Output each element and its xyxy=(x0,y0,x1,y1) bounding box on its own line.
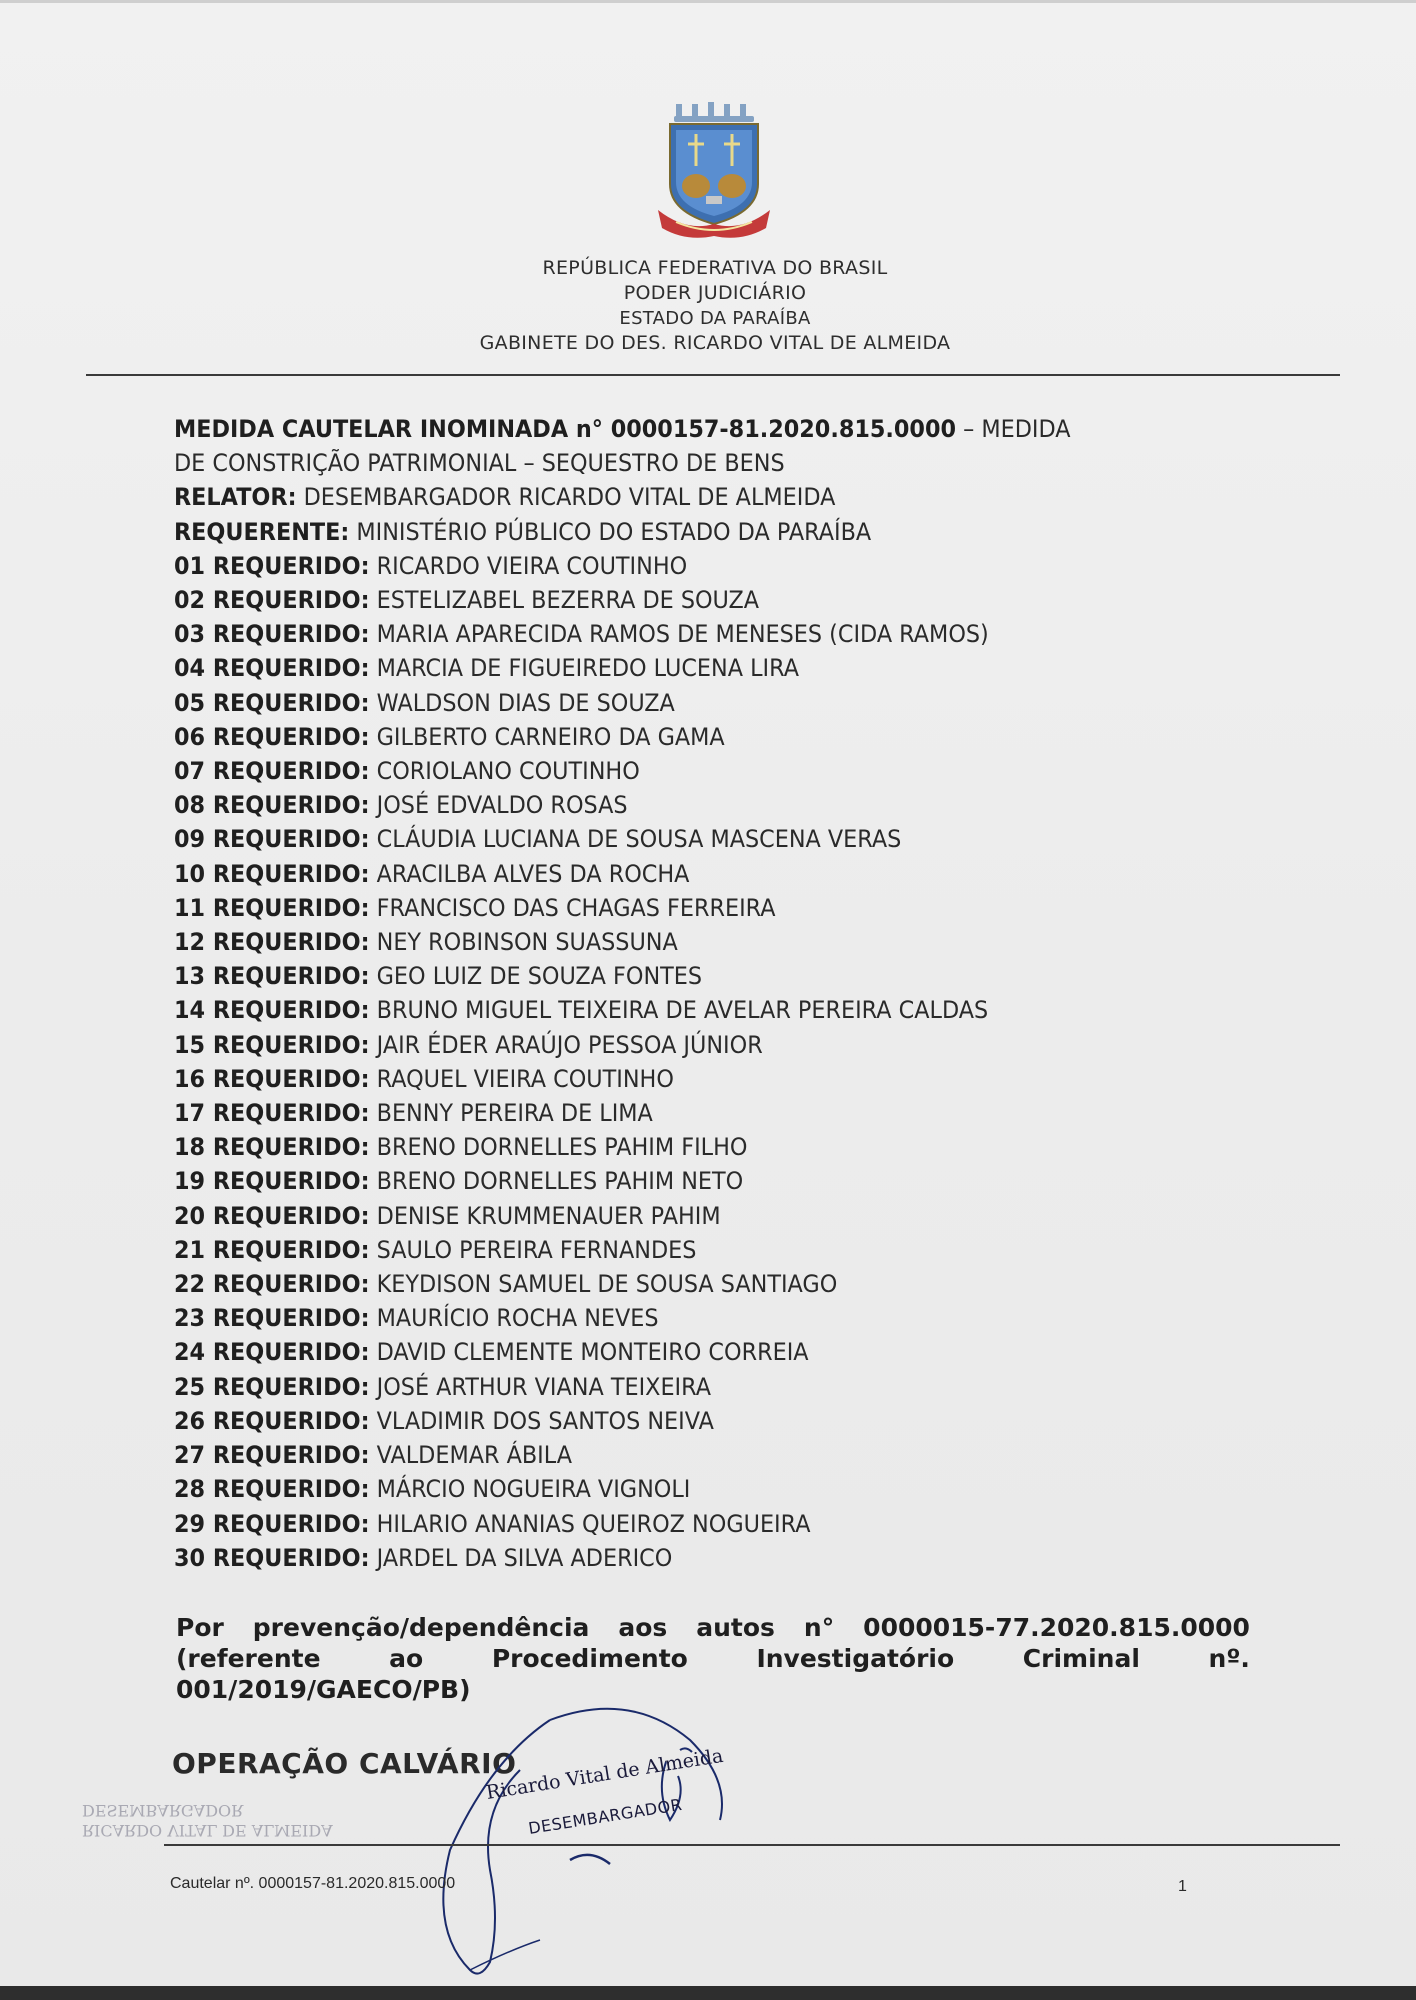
requerido-label: 24 REQUERIDO: xyxy=(174,1338,370,1367)
requerido-line xyxy=(174,1335,1180,1369)
stamp-ghost-title: DESEMBARGADOR xyxy=(82,1801,244,1820)
requerido-label: 17 REQUERIDO: xyxy=(174,1099,370,1128)
requerido-name: NEY ROBINSON SUASSUNA xyxy=(369,928,678,957)
requerente-value: MINISTÉRIO PÚBLICO DO ESTADO DA PARAÍBA xyxy=(349,517,872,546)
requerido-line xyxy=(174,1438,1180,1472)
signature-title: DESEMBARGADOR xyxy=(527,1794,684,1838)
prevencao-word: ao xyxy=(389,1644,424,1673)
requerido-label: 03 REQUERIDO: xyxy=(174,620,370,649)
requerido-name: GILBERTO CARNEIRO DA GAMA xyxy=(369,722,725,751)
prevencao-line-2 xyxy=(176,1643,1250,1674)
requerido-name: KEYDISON SAMUEL DE SOUSA SANTIAGO xyxy=(369,1270,838,1299)
requerido-label: 16 REQUERIDO: xyxy=(174,1064,370,1093)
prevencao-word: prevenção/dependência xyxy=(252,1613,590,1642)
scan-edge-bottom xyxy=(0,1986,1416,2000)
requerido-label: 22 REQUERIDO: xyxy=(174,1270,370,1299)
requerido-line xyxy=(174,1507,1180,1541)
footer-divider xyxy=(164,1844,1340,1846)
requerido-label: 06 REQUERIDO: xyxy=(174,722,370,751)
requerido-name: ESTELIZABEL BEZERRA DE SOUZA xyxy=(369,586,760,615)
scan-edge-top xyxy=(0,0,1416,3)
requerido-name: RICARDO VIEIRA COUTINHO xyxy=(369,551,688,580)
requerido-label: 18 REQUERIDO: xyxy=(174,1133,370,1162)
requerido-name: JAIR ÉDER ARAÚJO PESSOA JÚNIOR xyxy=(369,1030,763,1059)
requerido-label: 02 REQUERIDO: xyxy=(174,586,370,615)
header-divider xyxy=(86,374,1340,376)
requerido-label: 08 REQUERIDO: xyxy=(174,791,370,820)
requerido-label: 11 REQUERIDO: xyxy=(174,893,370,922)
prevencao-word: aos xyxy=(618,1613,668,1642)
prevencao-line-3-text: 001/2019/GAECO/PB) xyxy=(176,1675,471,1704)
requerido-line xyxy=(174,1130,1180,1164)
requerido-label: 20 REQUERIDO: xyxy=(174,1201,370,1230)
case-caption xyxy=(174,412,1256,1575)
requerido-line xyxy=(174,857,1180,891)
prevencao-word: Procedimento xyxy=(491,1644,688,1673)
handwritten-signature xyxy=(430,1700,810,1980)
relator-label: RELATOR: xyxy=(174,483,297,512)
requerido-name: MÁRCIO NOGUEIRA VIGNOLI xyxy=(369,1475,691,1504)
requerido-line xyxy=(174,754,1180,788)
prevencao-word: Investigatório xyxy=(756,1644,955,1673)
requerido-label: 19 REQUERIDO: xyxy=(174,1167,370,1196)
requerido-label: 05 REQUERIDO: xyxy=(174,688,370,717)
requerido-name: CORIOLANO COUTINHO xyxy=(369,757,640,786)
requerido-name: VALDEMAR ÁBILA xyxy=(369,1441,572,1470)
requerido-name: BRUNO MIGUEL TEIXEIRA DE AVELAR PEREIRA CALDAS xyxy=(369,996,989,1025)
requerido-line xyxy=(174,1404,1180,1438)
requerido-name: JOSÉ ARTHUR VIANA TEIXEIRA xyxy=(369,1372,712,1401)
requerido-line xyxy=(174,1062,1180,1096)
requerido-label: 09 REQUERIDO: xyxy=(174,825,370,854)
prevencao-word: (referente xyxy=(176,1644,321,1673)
requerido-name: MARCIA DE FIGUEIREDO LUCENA LIRA xyxy=(369,654,799,683)
requerido-name: FRANCISCO DAS CHAGAS FERREIRA xyxy=(369,893,776,922)
requerente-line xyxy=(174,515,1180,549)
requerido-label: 01 REQUERIDO: xyxy=(174,551,370,580)
stamp-ghost-name: RICARDO VITAL DE ALMEIDA xyxy=(82,1821,333,1840)
relator-value: DESEMBARGADOR RICARDO VITAL DE ALMEIDA xyxy=(296,483,836,512)
requerido-line xyxy=(174,1233,1180,1267)
case-title-rest: – MEDIDA xyxy=(956,415,1071,443)
requerido-line xyxy=(174,959,1180,993)
requerido-name: DAVID CLEMENTE MONTEIRO CORREIA xyxy=(369,1338,809,1367)
stamp-ghost xyxy=(82,1800,333,1840)
requerido-line xyxy=(174,686,1180,720)
requerido-name: SAULO PEREIRA FERNANDES xyxy=(369,1235,697,1264)
page-number: 1 xyxy=(1178,1878,1187,1895)
requerido-line xyxy=(174,651,1180,685)
requerido-label: 13 REQUERIDO: xyxy=(174,962,370,991)
requerido-label: 29 REQUERIDO: xyxy=(174,1509,370,1538)
requerido-line xyxy=(174,1472,1180,1506)
requerido-line xyxy=(174,1028,1180,1062)
requerido-name: JOSÉ EDVALDO ROSAS xyxy=(369,791,628,820)
case-title-bold: MEDIDA CAUTELAR INOMINADA n° 0000157-81.2020.815.0000 xyxy=(174,415,957,443)
requerido-name: CLÁUDIA LUCIANA DE SOUSA MASCENA VERAS xyxy=(369,825,902,854)
requerido-name: MAURÍCIO ROCHA NEVES xyxy=(369,1304,659,1333)
prevencao-line-1 xyxy=(176,1612,1250,1643)
requerido-line xyxy=(174,788,1180,822)
requerido-line xyxy=(174,720,1180,754)
institution-header xyxy=(300,256,1130,356)
requerido-label: 10 REQUERIDO: xyxy=(174,859,370,888)
requerido-name: ARACILBA ALVES DA ROCHA xyxy=(369,859,690,888)
requerido-line xyxy=(174,925,1180,959)
requerente-label: REQUERENTE: xyxy=(174,517,350,546)
requerido-name: JARDEL DA SILVA ADERICO xyxy=(369,1543,673,1572)
header-line-republica: REPÚBLICA FEDERATIVA DO BRASIL xyxy=(542,257,888,279)
requerido-line xyxy=(174,822,1180,856)
case-title xyxy=(174,412,1180,446)
prevencao-word: Criminal xyxy=(1022,1644,1140,1673)
requerido-line xyxy=(174,1199,1180,1233)
prevencao-word: n° xyxy=(803,1613,835,1642)
requerido-label: 27 REQUERIDO: xyxy=(174,1441,370,1470)
requerido-name: WALDSON DIAS DE SOUZA xyxy=(369,688,675,717)
requerido-label: 14 REQUERIDO: xyxy=(174,996,370,1025)
footer-reference: Cautelar nº. 0000157-81.2020.815.0000 xyxy=(170,1875,456,1892)
requerido-name: BENNY PEREIRA DE LIMA xyxy=(369,1099,653,1128)
requerido-line xyxy=(174,1301,1180,1335)
signature-name: Ricardo Vital de Almeida xyxy=(484,1744,725,1804)
requerido-name: GEO LUIZ DE SOUZA FONTES xyxy=(369,962,703,991)
prevencao-word: Por xyxy=(176,1613,224,1642)
requerido-label: 04 REQUERIDO: xyxy=(174,654,370,683)
prevencao-word: 0000015-77.2020.815.0000 xyxy=(863,1613,1250,1642)
requerido-line xyxy=(174,1541,1180,1575)
requerido-name: RAQUEL VIEIRA COUTINHO xyxy=(369,1064,674,1093)
requerido-name: DENISE KRUMMENAUER PAHIM xyxy=(369,1201,721,1230)
requerido-label: 12 REQUERIDO: xyxy=(174,928,370,957)
requerido-line xyxy=(174,1096,1180,1130)
requerido-name: BRENO DORNELLES PAHIM FILHO xyxy=(369,1133,748,1162)
header-line-gabinete: GABINETE DO DES. RICARDO VITAL DE ALMEIDA xyxy=(479,332,951,354)
header-line-estado: ESTADO DA PARAÍBA xyxy=(619,308,811,329)
requerido-label: 21 REQUERIDO: xyxy=(174,1235,370,1264)
requerido-line xyxy=(174,993,1180,1027)
prevencao-word: nº. xyxy=(1208,1644,1250,1673)
prevencao-block xyxy=(176,1612,1250,1705)
coat-of-arms-icon xyxy=(656,100,772,246)
requerido-label: 26 REQUERIDO: xyxy=(174,1406,370,1435)
operation-name: OPERAÇÃO CALVÁRIO xyxy=(172,1747,517,1780)
requeridos-list xyxy=(174,549,1256,1575)
requerido-label: 30 REQUERIDO: xyxy=(174,1543,370,1572)
requerido-line xyxy=(174,617,1180,651)
requerido-label: 15 REQUERIDO: xyxy=(174,1030,370,1059)
requerido-line xyxy=(174,583,1180,617)
requerido-name: MARIA APARECIDA RAMOS DE MENESES (CIDA RAMOS) xyxy=(369,620,989,649)
requerido-label: 25 REQUERIDO: xyxy=(174,1372,370,1401)
requerido-label: 07 REQUERIDO: xyxy=(174,757,370,786)
requerido-name: VLADIMIR DOS SANTOS NEIVA xyxy=(369,1406,714,1435)
requerido-name: HILARIO ANANIAS QUEIROZ NOGUEIRA xyxy=(369,1509,811,1538)
relator-line xyxy=(174,480,1180,514)
requerido-name: BRENO DORNELLES PAHIM NETO xyxy=(369,1167,744,1196)
requerido-line xyxy=(174,549,1180,583)
requerido-line xyxy=(174,1267,1180,1301)
case-title-line2: DE CONSTRIÇÃO PATRIMONIAL – SEQUESTRO DE BENS xyxy=(174,449,785,478)
prevencao-word: autos xyxy=(696,1613,775,1642)
requerido-label: 28 REQUERIDO: xyxy=(174,1475,370,1504)
header-line-poder: PODER JUDICIÁRIO xyxy=(623,282,807,304)
requerido-line xyxy=(174,1164,1180,1198)
requerido-label: 23 REQUERIDO: xyxy=(174,1304,370,1333)
requerido-line xyxy=(174,1370,1180,1404)
requerido-line xyxy=(174,891,1180,925)
